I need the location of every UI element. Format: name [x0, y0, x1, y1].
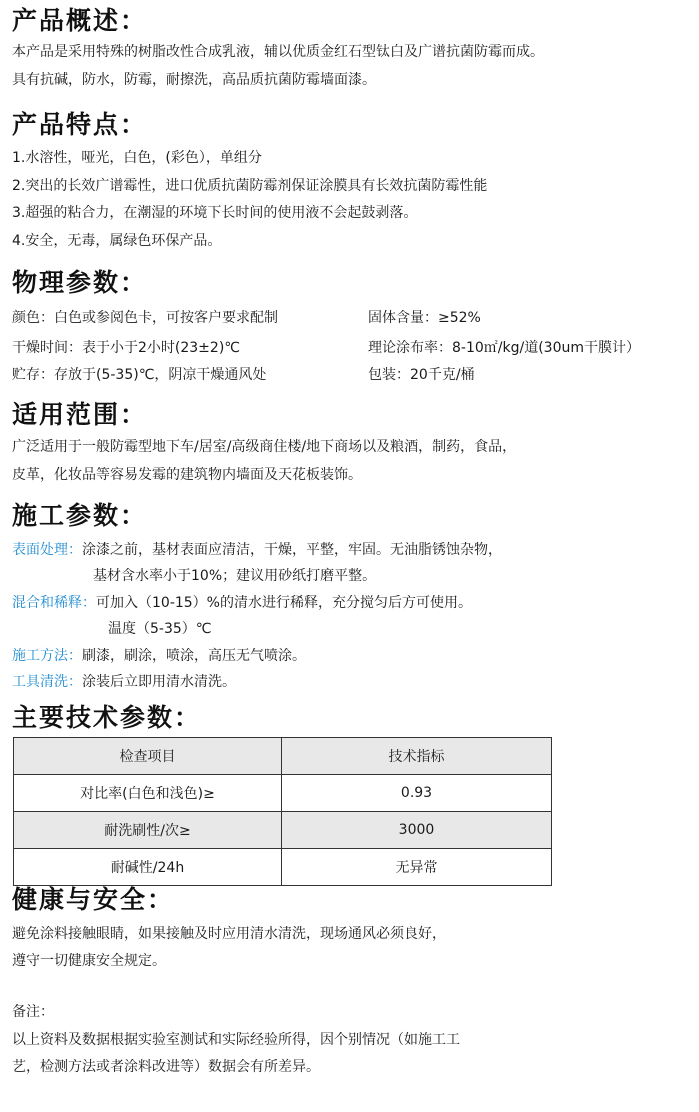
health-heading: 健康与安全： — [12, 885, 175, 914]
table-cell-item: 耐洗刷性/次≥ — [14, 812, 282, 849]
tool-cleaning — [12, 672, 236, 692]
overview-line: 具有抗碱，防水，防霉，耐擦洗，高品质抗菌防霉墙面漆。 — [12, 72, 376, 88]
application-method-label: 施工方法： — [12, 648, 82, 664]
surface-prep-label: 表面处理： — [12, 542, 82, 558]
overview-line: 本产品是采用特殊的树脂改性合成乳液，辅以优质金红石型钛白及广谱抗菌防霉而成。 — [12, 44, 544, 60]
mix-dilution — [12, 593, 472, 613]
surface-prep-text-2: 基材含水率小于10%；建议用砂纸打磨平整。 — [93, 568, 377, 584]
health-line: 遵守一切健康安全规定。 — [12, 953, 166, 969]
table-cell-item: 耐碱性/24h — [14, 849, 282, 886]
physical-packaging: 包装：20千克/桶 — [368, 367, 475, 383]
notes-label: 备注： — [12, 1004, 54, 1020]
scope-line: 皮革，化妆品等容易发霉的建筑物内墙面及天花板装饰。 — [12, 467, 362, 483]
physical-drying-time: 干燥时间：表于小于2小时(23±2)℃ — [12, 340, 241, 356]
notes-line: 以上资料及数据根据实验室测试和实际经验所得，因个别情况（如施工工 — [12, 1032, 460, 1048]
surface-prep — [12, 540, 502, 560]
feature-item: 1.水溶性，哑光，白色，(彩色），单组分 — [12, 150, 262, 166]
application-method-text: 刷漆，刷涂，喷涂，高压无气喷涂。 — [82, 648, 306, 664]
health-line: 避免涂料接触眼睛，如果接触及时应用清水清洗，现场通风必须良好， — [12, 926, 446, 942]
table-header-item: 检查项目 — [14, 738, 282, 775]
application-method — [12, 646, 306, 666]
scope-line: 广泛适用于一般防霉型地下车/居室/高级商住楼/地下商场以及粮酒，制药，食品， — [12, 439, 517, 455]
tech-heading: 主要技术参数： — [12, 703, 202, 732]
feature-item: 4.安全，无毒，属绿色环保产品。 — [12, 233, 222, 249]
physical-solid-content: 固体含量：≥52% — [368, 310, 481, 326]
feature-item: 2.突出的长效广谱霉性，进口优质抗菌防霉剂保证涂膜具有长效抗菌防霉性能 — [12, 178, 488, 194]
table-header-value: 技术指标 — [282, 738, 552, 775]
feature-item: 3.超强的粘合力，在潮湿的环境下长时间的使用液不会起鼓剥落。 — [12, 205, 418, 221]
mix-dilution-label: 混合和稀释： — [12, 595, 96, 611]
physical-coverage: 理论涂布率：8-10㎡/kg/道(30um干膜计） — [368, 340, 640, 356]
physical-heading: 物理参数： — [12, 268, 148, 297]
table-header-row — [14, 738, 552, 775]
scope-heading: 适用范围： — [12, 400, 148, 429]
table-cell-item: 对比率(白色和浅色)≥ — [14, 775, 282, 812]
physical-color: 颜色：白色或参阅色卡，可按客户要求配制 — [12, 310, 278, 326]
features-heading: 产品特点： — [12, 110, 148, 139]
mix-dilution-text: 可加入（10-15）%的清水进行稀释，充分搅匀后方可使用。 — [96, 595, 472, 611]
mix-temperature: 温度（5-35）℃ — [108, 621, 212, 637]
tool-cleaning-label: 工具清洗： — [12, 674, 82, 690]
table-cell-value: 3000 — [282, 812, 552, 849]
table-row — [14, 812, 552, 849]
table-row — [14, 775, 552, 812]
table-row — [14, 849, 552, 886]
tool-cleaning-text: 涂装后立即用清水清洗。 — [82, 674, 236, 690]
notes-line: 艺，检测方法或者涂料改进等）数据会有所差异。 — [12, 1059, 320, 1075]
tech-spec-table — [13, 737, 552, 886]
surface-prep-text: 涂漆之前，基材表面应清洁，干燥，平整，牢固。无油脂锈蚀杂物， — [82, 542, 502, 558]
physical-storage: 贮存：存放于(5-35)℃，阴凉干燥通风处 — [12, 367, 267, 383]
construction-heading: 施工参数： — [12, 501, 148, 530]
overview-heading: 产品概述： — [12, 6, 148, 35]
table-cell-value: 0.93 — [282, 775, 552, 812]
table-cell-value: 无异常 — [282, 849, 552, 886]
